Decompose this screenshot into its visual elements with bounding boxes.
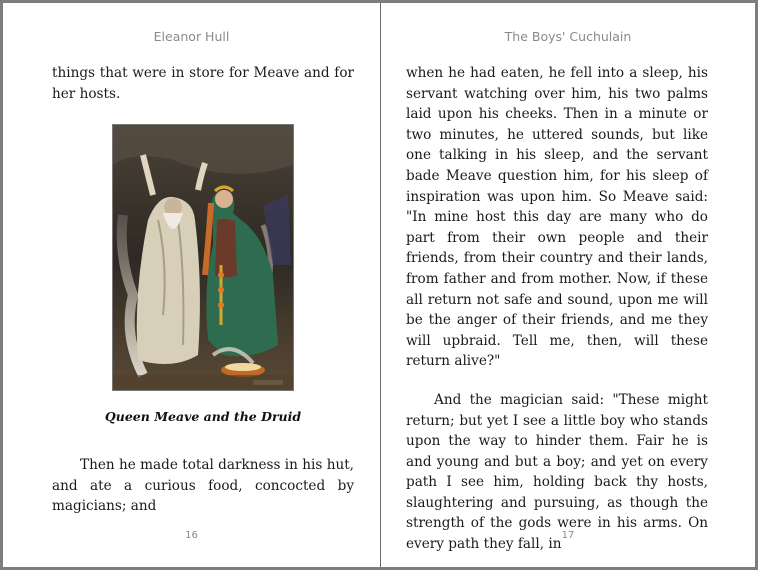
left-page-number: 16 xyxy=(185,530,198,541)
text-paragraph: when he had eaten, he fell into a sleep, his servant watching over him, his two palms laid upon his cheeks. Then in a minute or two minutes, he uttered sounds, but like one talking in his sleep, and the servant bade Meave question him, for his sleep of inspiration was upon him. So Meave said: "In mine host this day are many who do part from their own people and their friends, from their country and their lands, from father and from mother. Now, if these all return not safe and sound, upon me will be the anger of their friends, and me they will upbraid. Tell me, then, will these return alive?" xyxy=(406,65,708,370)
left-page[interactable] xyxy=(3,3,380,567)
left-page-header: Eleanor Hull xyxy=(153,29,230,44)
left-page-top-text xyxy=(52,63,354,104)
text-paragraph: things that were in store for Meave and for her hosts. xyxy=(52,65,354,102)
left-page-bottom-text xyxy=(52,455,354,517)
illustration-image xyxy=(113,125,293,390)
illustration-caption: Queen Meave and the Druid xyxy=(104,409,302,424)
right-page-text xyxy=(406,63,708,555)
right-page-number: 17 xyxy=(561,530,575,541)
text-paragraph: And the magician said: "These might return; but yet I see a little boy who stands upon the way to hinder them. Fair he is and young and but a boy; and yet on every path I see him, holding back thy hosts, slaughtering and pursuing, as though the strength of the gods were in his arms. On every path they fall, in xyxy=(406,391,708,553)
illustration-queen-meave-druid[interactable] xyxy=(112,124,294,391)
book-spread xyxy=(3,3,755,567)
right-page-header: The Boys' Cuchulain xyxy=(504,29,632,44)
text-paragraph: Then he made total darkness in his hut, and ate a curious food, concocted by magicians; and xyxy=(52,457,354,515)
right-page[interactable] xyxy=(381,3,755,567)
